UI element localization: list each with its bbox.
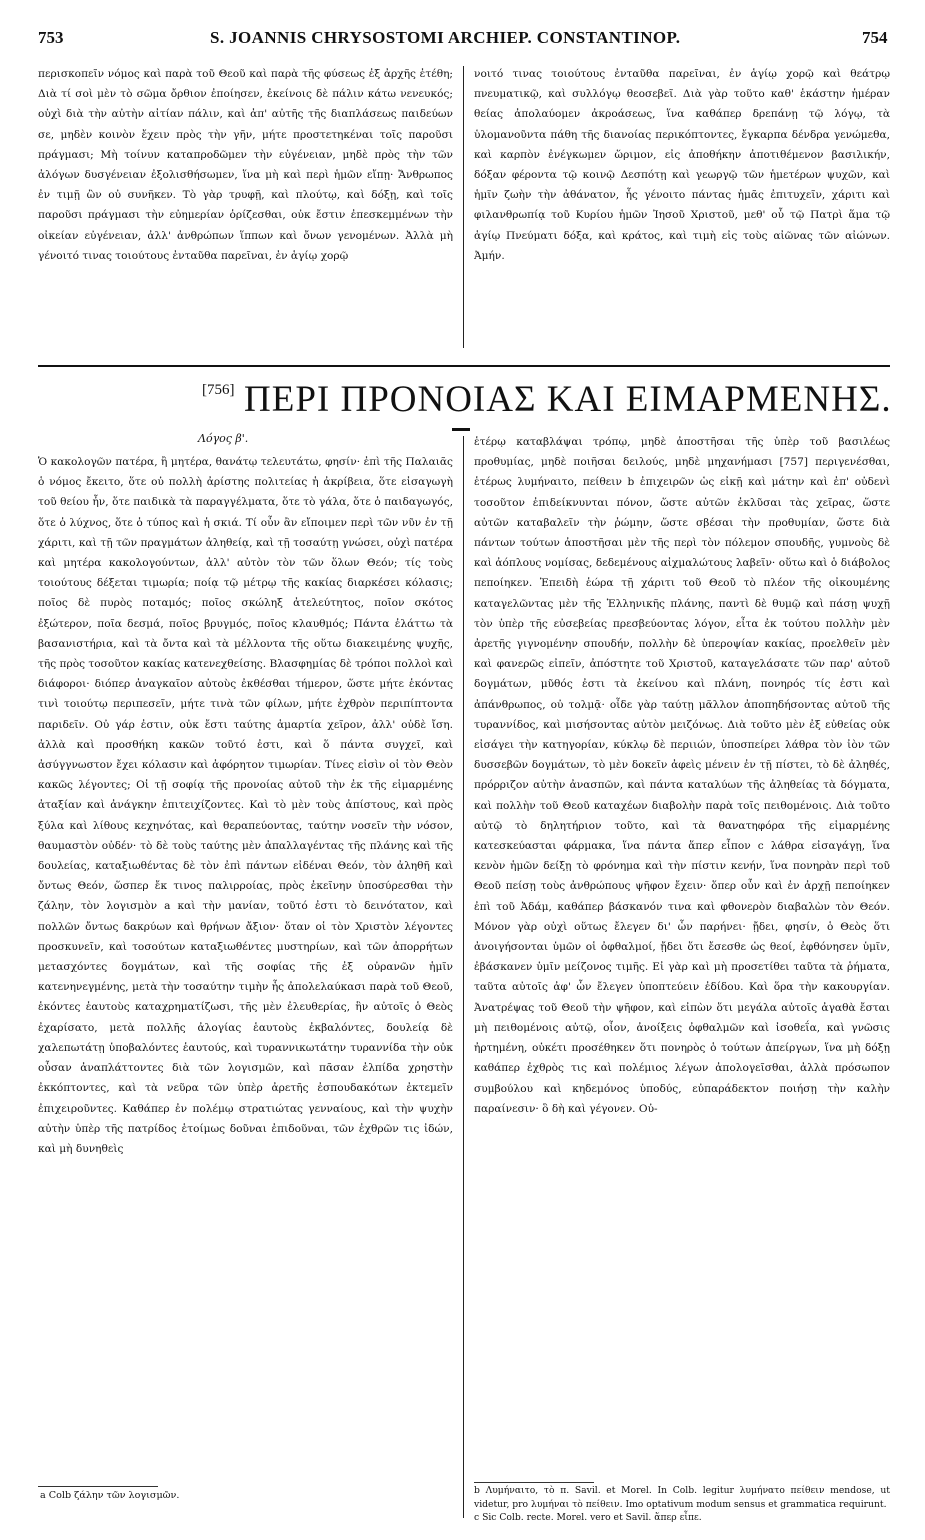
footnote-b: b Λυμήναιτο, τὸ π. Savil. et Morel. In Colb. legitur λυμήνατο πείθειν mendose, ut videtur, pro λυμήναι τὸ πείθειν. Imo optativum modum sensus et grammatica requirunt. bbox=[474, 1485, 890, 1510]
page-number-right: 754 bbox=[862, 28, 888, 47]
bottom-right-text: ἑτέρῳ καταβλάψαι τρόπῳ, μηδὲ ἀποστῆσαι τῆς ὑπὲρ τοῦ βασιλέως προθυμίας, μηδὲ ποιῆσαι δειλούς, μηδὲ μηχανήμασι [757] περιγενέσθαι, ἑτέρως λυμήναιτο, πείθειν b ἐπιχειρῶν ὡς εἰκῇ καὶ μάτην καὶ ἐπ' οὐδενὶ τοσοῦτον ἐπιδείκνυνται πόνον, ὥστε αὐτῶν ἐκλῦσαι τὰς χεῖρας, ὥστε αὐτῶν καταβαλεῖν τὴν ῥώμην, ὥστε σβέσαι τὴν προθυμίαν, ὥστε διὰ πάντων τούτων ἀποστῆσαι μὲν τῆς περὶ τὸν πόλεμον σπουδῆς, γυμνοὺς δὲ καὶ ἀόπλους νομίσας, δεδεμένους αἰχμαλώτους λαβεῖν· οὕτω καὶ ὁ διάβολος πεποίηκεν. Ἐπειδὴ ἑώρα τῇ χάριτι τοῦ Θεοῦ τὸ πλέον τῆς οἰκουμένης καταγελῶντας μὲν τῆς Ἑλληνικῆς πλάνης, παντὶ δὲ θυμῷ καὶ πάσῃ ψυχῇ τὸν ὑπὲρ τῆς εὐσεβείας πρεσβεύοντας λόγον, εἶτα ἐκ τούτου πολλὴν μὲν ἀρετῆς γιγνομένην σπουδήν, πολλὴν δὲ ὑπεροψίαν κακίας, προελθεῖν μὲν καὶ φανερῶς εἰπεῖν, ἀπόστητε τοῦ Χριστοῦ, καταγελάσατε τῶν παρ' αὐτοῦ δογμάτων, μῦθός ἐστι τὰ ἐκείνου καὶ πλάνη, πονηρός τίς ἐστι καὶ ἀπάνθρωπος, οὐ τολμᾷ· οἶδε γὰρ ταύτῃ μᾶλλον ἀποπηδήσοντας αὐτοῦ τῆς τυραννίδος, καὶ μισήσοντας αὐτὸν μειζόνως. Διὰ τοῦτο μὲν ἐξ εὐθείας οὐκ εἰσάγει τὴν κατηγορίαν, κύκλῳ δὲ περιιών, ὑποσπείρει λάθρα τὸν ἰὸν τῶν δυσσεβῶν δογμάτων, τὸ μὲν δοκεῖν ἀφεὶς μένειν ἐν τῇ πίστει, τὸ δὲ ἀληθές, πρόρριζον αὐτὴν ἀνασπῶν, καὶ πάντα καταλύων τῆς ἀληθείας τὰ δόγματα, καὶ πολλὴν τοῦ Θεοῦ καταχέων διαβολὴν παρὰ τοῖς πειθομένοις. Διὰ τοῦτο αὐτῷ τὸ δηλητήριον τοῦτο, καὶ τὰ θανατηφόρα τῆς εἱμαρμένης κατεσκεύασται φάρμακα, ἵνα πάντα ἅπερ εἶπον c λάθρα εἰσαγάγῃ, ἵνα κενὸν ἡμῶν δείξῃ τὸ φρόνημα καὶ τὴν πίστιν κενήν, ἵνα πονηρὰν περὶ τοῦ Θεοῦ πείσῃ τοὺς ἀνθρώπους ψῆφον ἔχειν· ὅπερ οὖν καὶ ἐν ἀρχῇ πεποίηκεν ἐπὶ τοῦ Ἀδάμ, καθάπερ βάσκανόν τινα καὶ φθονερὸν διαβαλὼν τὸν Θεόν. Μόνον γὰρ οὐχὶ οὕτως ἔλεγεν δι' ὧν παρήνει· ᾔδει, φησίν, ὁ Θεὸς ὅτι ἀνοιγήσονται ὑμῶν οἱ ὀφθαλμοί, ᾔδει ὅτι ἔσεσθε ὡς θεοί, ἐφθόνησεν ὑμῖν, ἐβάσκανεν ὑμῖν μείζονος τιμῆς. Εἰ γὰρ καὶ μὴ προσετίθει ταῦτα τὰ ῥήματα, ταῦτα αὐτοῖς ἀφ' ὧν ἔλεγεν ὑποπτεύειν ἐδίδου. Καὶ ὅρα τὴν κακουργίαν. Ἀνατρέψας τοῦ Θεοῦ τὴν ψῆφον, καὶ εἰπὼν ὅτι μεγάλα αὐτοῖς ἀγαθὰ ἔσται μὴ πειθομένοις αὐτῷ, οἷον, ἀνοίξεις ὀφθαλμῶν καὶ ἰσοθεΐα, καὶ γνῶσις ἠρτημένη, οὐκέτι προσέθηκεν ὅτι πονηρὸς ὁ τούτων ἀπείργων, ἵνα μὴ δόξῃ καθάπερ ἐχθρὸς τις καὶ πολέμιος λέγων ἀπολογεῖσθαι, ἀλλὰ πρόσωπον συμβούλου καὶ κηδεμόνος ὑποδύς, εὐπαράδεκτον ποιήσῃ τὴν καλὴν παραίνεσιν· ὃ δὴ καὶ γέγονεν. Οὐ- bbox=[474, 436, 890, 1115]
section-title: ΠΕΡΙ ΠΡΟΝΟΙΑΣ ΚΑΙ ΕΙΜΑΡΜΕΝΗΣ. bbox=[244, 379, 892, 420]
bottom-left-column bbox=[38, 452, 453, 1482]
section-number: [756] bbox=[202, 382, 235, 398]
top-left-column bbox=[38, 64, 453, 358]
footnote-left: a Colb ζάλην τῶν λογισμῶν. bbox=[40, 1490, 180, 1501]
page-number-left: 753 bbox=[38, 28, 64, 47]
column-divider-top bbox=[463, 66, 464, 348]
footnote-c: c Sic Colb. recte. Morel. vero et Savil. ἅπερ εἶπε. bbox=[474, 1512, 702, 1523]
title-dash bbox=[452, 428, 470, 431]
top-right-text: νοιτό τινας τοιούτους ἐνταῦθα παρεῖναι, ἐν ἁγίῳ χορῷ καὶ θεάτρῳ πνευματικῷ, καὶ συλλόγῳ θεοσεβεῖ. Διὰ γὰρ τοῦτο καθ' ἑκάστην ἡμέραν θείας ἀπολαύομεν ἀκροάσεως, ἵνα καθάπερ δρεπάνῃ τῷ λόγῳ, τὰ ὑλομανοῦντα πάθη τῆς διανοίας περικόπτοντες, ἔγκαρπα δένδρα γενώμεθα, καὶ καρπὸν ἐνέγκωμεν ὥριμον, εἰς ἀποθήκην ἀποτιθέμενον βασιλικήν, δόξαν φέροντα τῷ κοινῷ Δεσπότῃ καὶ γεωργῷ τῶν ἡμετέρων ψυχῶν, καὶ ἡμῖν ζωὴν τὴν ἀθάνατον, ἧς γένοιτο πάντας ἡμᾶς ἐπιτυχεῖν, χάριτι καὶ φιλανθρωπίᾳ τοῦ Κυρίου ἡμῶν Ἰησοῦ Χριστοῦ, μεθ' οὗ τῷ Πατρὶ ἅμα τῷ ἁγίῳ Πνεύματι δόξα, καὶ κράτος, καὶ τιμὴ εἰς τοὺς αἰῶνας τῶν αἰώνων. Ἀμήν. bbox=[474, 68, 890, 262]
top-left-text: περισκοπεῖν νόμος καὶ παρὰ τοῦ Θεοῦ καὶ παρὰ τῆς φύσεως ἐξ ἀρχῆς ἐτέθη; Διὰ τί σοὶ μὲν τὸ σῶμα ὄρθιον ἐποίησεν, ἐκείνοις δὲ πάλιν κάτω νενευκός; οὐχὶ διὰ τὴν αὐτὴν αἰτίαν πάλιν, καὶ ἀπ' αὐτῆς τῆς διαπλάσεως παιδεύων σε, μηδὲν κοινὸν ἔχειν πρὸς τὴν γῆν, μήτε προστετηκέναι τοῖς παροῦσι πράγμασι; Μὴ τοίνυν καταπροδῶμεν τὴν εὐγένειαν, μηδὲ πρὸς τὴν τῶν ἀλόγων δυσγένειαν ἐξολισθήσωμεν, ἵνα μὴ καὶ περὶ ἡμῶν εἴπῃ· Ἄνθρωπος ἐν τιμῇ ὢν οὐ συνῆκεν. Τὸ γὰρ τρυφῇ, καὶ πλούτῳ, καὶ δόξῃ, καὶ τοῖς παροῦσι πράγμασι τὴν εὐημερίαν ὁρίζεσθαι, οὐκ ἔστιν ἐπεσκεμμένων τὴν οἰκείαν εὐγένειαν, ἀλλ' ἀνθρώπων ἵππων καὶ ὄνων γενομένων. Ἀλλὰ μὴ γένοιτό τινας τοιούτους ἐνταῦθα παρεῖναι, ἐν ἁγίῳ χορῷ bbox=[38, 68, 453, 262]
column-divider-bottom bbox=[463, 436, 464, 1518]
footnote-rule-right bbox=[474, 1482, 594, 1483]
top-right-column bbox=[474, 64, 890, 358]
bottom-right-column bbox=[474, 432, 890, 1472]
footnote-rule-left bbox=[38, 1486, 158, 1487]
bottom-left-text: Ὁ κακολογῶν πατέρα, ἢ μητέρα, θανάτῳ τελευτάτω, φησίν· ἐπὶ τῆς Παλαιᾶς ὁ νόμος ἔκειτο, ὅτε οὐ πολλὴ ἀρίστης πολιτείας ἡ ἀκρίβεια, ὅτε εἰσαγωγὴ τοῦ θείου ἦν, ὅτε παιδικὰ τὰ παραγγέλματα, ὅτε τὸ γάλα, ὅτε ὁ παιδαγωγός, ὅτε ὁ λύχνος, ὅτε ὁ τύπος καὶ ἡ σκιά. Τί οὖν ἂν εἴποιμεν περὶ τῶν νῦν ἐν τῇ χάριτι, καὶ τῇ τῶν πραγμάτων ἀληθείᾳ, καὶ τῇ τοσαύτῃ γνώσει, οὐχὶ πατέρα καὶ μητέρα κακολογούντων, ἀλλ' αὐτὸν τὸν τῶν ὅλων Θεόν; τίς τοὺς τοιούτους δέξεται τιμωρία; ποίᾳ τῷ μέτρῳ τῆς κακίας διαρκέσει κόλασις; ποῖος δὲ πυρὸς ποταμός; ποῖος σκώληξ ἀτελεύτητος, ποῖον σκότος ἐξώτερον, ποῖα δεσμά, ποῖος βρυγμός, ποῖος κλαυθμός; Πάντα ἐλάττω τὰ βασανιστήρια, καὶ τὰ ὄντα καὶ τὰ μέλλοντα τῆς οὕτω διακειμένης ψυχῆς, τῆς πρὸς τοσοῦτον κακίας κατενεχθείσης. Βλασφημίας δὲ τρόποι πολλοὶ καὶ διάφοροι· διόπερ ἀναγκαῖον αὐτοὺς ἐκθέσθαι τήμερον, ὥστε μήτε ἑκόντας τινὶ τοιούτῳ περιπεσεῖν, μήτε τινὰ τῶν φίλων, μήτε ἐχθρὸν περιπίπτοντα παριδεῖν. Οὐ γάρ ἐστιν, οὐκ ἔστι ταύτης ἁμαρτία χεῖρον, ἀλλ' οὐδὲ ἴση. ἀλλὰ καὶ προσθήκη κακῶν τοῦτό ἐστι, καὶ ὅ πάντα συγχεῖ, καὶ ἀσύγγνωστον ἔχει κόλασιν καὶ ἀφόρητον τιμωρίαν. Τίνες εἰσὶν οἱ τὸν Θεὸν κακῶς λέγοντες; Οἱ τῇ σοφίᾳ τῆς προνοίας αὐτοῦ τὴν ἐκ τῆς εἱμαρμένης ἀταξίαν καὶ ἀνάγκην ἐπιτειχίζοντες. Καὶ τὸ μὲν τοὺς ἀπίστους, καὶ πρὸς ξύλα καὶ λίθους κεχηνότας, καὶ θεραπεύοντας, ταύτην νοσεῖν τὴν νόσον, θαυμαστὸν οὐδέν· τὸ δὲ τοὺς ταύτης μὲν ἀπαλλαγέντας τῆς πλάνης καὶ τῆς δουλείας, καταξιωθέντας δὲ τὸν ἐπὶ πάντων εἰδέναι Θεόν, τὸν ἀληθῆ καὶ ὄντως Θεόν, ὥσπερ ἔκ τινος παλιρροίας, πρὸς ἐκεῖνην ὑποσύρεσθαι τὴν ζάλην, τὸν λογισμὸν a καὶ τὴν μανίαν, τοῦτό ἐστι τὸ δεινότατον, καὶ πολλῶν ὄντως δακρύων καὶ θρήνων ἄξιον· ὅταν οἱ τὸν Χριστὸν λέγοντες προσκυνεῖν, καὶ τοσούτων καταξιωθέντες μυστηρίων, καὶ τῶν ἀπορρήτων μετασχόντες δογμάτων, καὶ τῆς σοφίας τῆς ἐξ οὐρανῶν ἡμῖν κατενηνεγμένης, μετὰ τὴν τοσαύτην τιμὴν ἧς ἀπολελαύκασι παρὰ τοῦ Θεοῦ, ἑκόντες ἑαυτοὺς καταχρηματίζωσι, τῆς μὲν ἐλευθερίας, ἣν αὐτοῖς ὁ Θεὸς ἐχαρίσατο, μετὰ πολλῆς ἀλογίας ἑαυτοὺς ἐκβαλόντες, δουλείᾳ δὲ χαλεπωτάτῃ ὑποβαλόντες ἑαυτούς, καὶ τυραννικωτάτην τυραννίδα τὴν οὐκ οὖσαν ἀναπλάττοντες διὰ τῶν λογισμῶν, καὶ πᾶσαν ἐλπίδα χρηστὴν ἐκκόπτοντες, καὶ τὰ νεῦρα τῶν ὑπὲρ ἀρετῆς ἐσπουδακότων ἐκτεμεῖν ἐπιχειροῦντες. Καθάπερ ἐν πολέμῳ στρατιώτας γενναίους, καὶ τὴν ψυχὴν αὐτὴν ὑπὲρ τῆς πατρίδος ἑτοίμως δοῦναι ἐπιδοῦναι, τῶν ἐχθρῶν τις ἰδών, καὶ μὴ δυνηθεὶς bbox=[38, 456, 453, 1155]
running-header: S. JOANNIS CHRYSOSTOMI ARCHIEP. CONSTANTINOP. bbox=[210, 28, 681, 47]
section-rule bbox=[38, 365, 890, 367]
footnotes-right bbox=[474, 1484, 890, 1525]
section-subtitle: Λόγος β'. bbox=[198, 432, 249, 445]
